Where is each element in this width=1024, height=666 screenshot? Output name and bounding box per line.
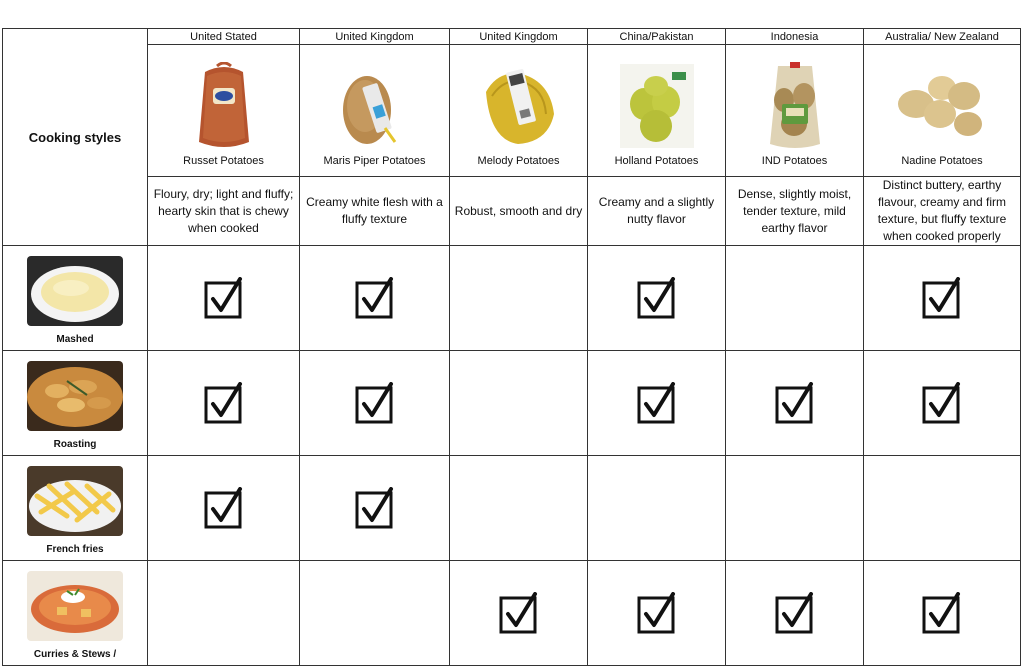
- product-cell-nadine: [864, 45, 1021, 177]
- style-cell-mashed: [3, 246, 148, 351]
- style-label: Roasting: [53, 439, 97, 450]
- roasting-image: [27, 361, 123, 431]
- russet-bag-image: [148, 61, 299, 151]
- check-cell: [588, 561, 726, 666]
- checkmark-icon: [588, 592, 725, 634]
- check-cell: [300, 456, 450, 561]
- country-label: United Kingdom: [450, 29, 588, 45]
- check-cell: [864, 561, 1021, 666]
- product-description: Dense, slightly moist, tender texture, mild earthy flavor: [726, 177, 864, 246]
- checkmark-icon: [300, 382, 449, 424]
- check-cell: [300, 561, 450, 666]
- product-cell-ind: [726, 45, 864, 177]
- style-row-french-fries: [3, 456, 1021, 561]
- curries-stews-image: [27, 571, 123, 641]
- style-label: Curries & Stews /: [33, 649, 117, 660]
- checkmark-icon: [726, 382, 863, 424]
- potato-comparison-table: [2, 28, 1021, 666]
- check-cell: [148, 246, 300, 351]
- check-cell: [588, 246, 726, 351]
- checkmark-icon: [864, 277, 1020, 319]
- product-name: Nadine Potatoes: [901, 154, 983, 167]
- product-name: Holland Potatoes: [614, 154, 699, 167]
- check-cell: [148, 456, 300, 561]
- check-cell: [864, 351, 1021, 456]
- style-row-curries-stews: [3, 561, 1021, 666]
- style-label: French fries: [46, 544, 104, 555]
- nadine-potatoes-image: [864, 61, 1020, 151]
- product-description: Creamy white flesh with a fluffy texture: [300, 177, 450, 246]
- style-cell-roasting: [3, 351, 148, 456]
- style-cell-french-fries: [3, 456, 148, 561]
- checkmark-icon: [864, 382, 1020, 424]
- check-cell: [726, 246, 864, 351]
- checkmark-icon: [588, 382, 725, 424]
- product-name: Melody Potatoes: [477, 154, 560, 167]
- country-label: Australia/ New Zealand: [864, 29, 1021, 45]
- checkmark-icon: [450, 592, 587, 634]
- product-cell-maris-piper: [300, 45, 450, 177]
- description-row: [3, 177, 1021, 246]
- check-cell: [148, 351, 300, 456]
- checkmark-icon: [726, 592, 863, 634]
- checkmark-icon: [300, 487, 449, 529]
- checkmark-icon: [864, 592, 1020, 634]
- check-cell: [450, 246, 588, 351]
- checkmark-icon: [300, 277, 449, 319]
- check-cell: [588, 456, 726, 561]
- style-label: Mashed: [56, 334, 94, 345]
- product-description: Robust, smooth and dry: [450, 177, 588, 246]
- check-cell: [726, 561, 864, 666]
- product-description: Distinct buttery, earthy flavour, creamy and firm texture, but fluffy texture when cooked properly: [864, 177, 1021, 246]
- melody-bag-image: [450, 61, 587, 151]
- check-cell: [450, 351, 588, 456]
- check-cell: [300, 246, 450, 351]
- check-cell: [726, 456, 864, 561]
- check-cell: [450, 456, 588, 561]
- check-cell: [726, 351, 864, 456]
- product-name: IND Potatoes: [761, 154, 828, 167]
- style-row-mashed: [3, 246, 1021, 351]
- french-fries-image: [27, 466, 123, 536]
- checkmark-icon: [148, 487, 299, 529]
- country-label: United Kingdom: [300, 29, 450, 45]
- product-row: [3, 45, 1021, 177]
- product-name: Maris Piper Potatoes: [323, 154, 426, 167]
- cooking-styles-header: Cooking styles: [3, 29, 148, 246]
- check-cell: [300, 351, 450, 456]
- country-label: Indonesia: [726, 29, 864, 45]
- checkmark-icon: [148, 277, 299, 319]
- check-cell: [148, 561, 300, 666]
- product-name: Russet Potatoes: [183, 154, 264, 167]
- checkmark-icon: [588, 277, 725, 319]
- check-cell: [588, 351, 726, 456]
- country-label: China/Pakistan: [588, 29, 726, 45]
- product-cell-russet: [148, 45, 300, 177]
- holland-bag-image: [588, 61, 725, 151]
- ind-bag-image: [726, 61, 863, 151]
- check-cell: [864, 456, 1021, 561]
- mashed-image: [27, 256, 123, 326]
- maris-piper-image: [300, 61, 449, 151]
- style-cell-curries-stews: [3, 561, 148, 666]
- product-description: Creamy and a slightly nutty flavor: [588, 177, 726, 246]
- country-label: United Stated: [148, 29, 300, 45]
- product-cell-melody: [450, 45, 588, 177]
- style-row-roasting: [3, 351, 1021, 456]
- product-description: Floury, dry; light and fluffy; hearty skin that is chewy when cooked: [148, 177, 300, 246]
- check-cell: [864, 246, 1021, 351]
- product-cell-holland: [588, 45, 726, 177]
- country-row: [3, 29, 1021, 45]
- check-cell: [450, 561, 588, 666]
- checkmark-icon: [148, 382, 299, 424]
